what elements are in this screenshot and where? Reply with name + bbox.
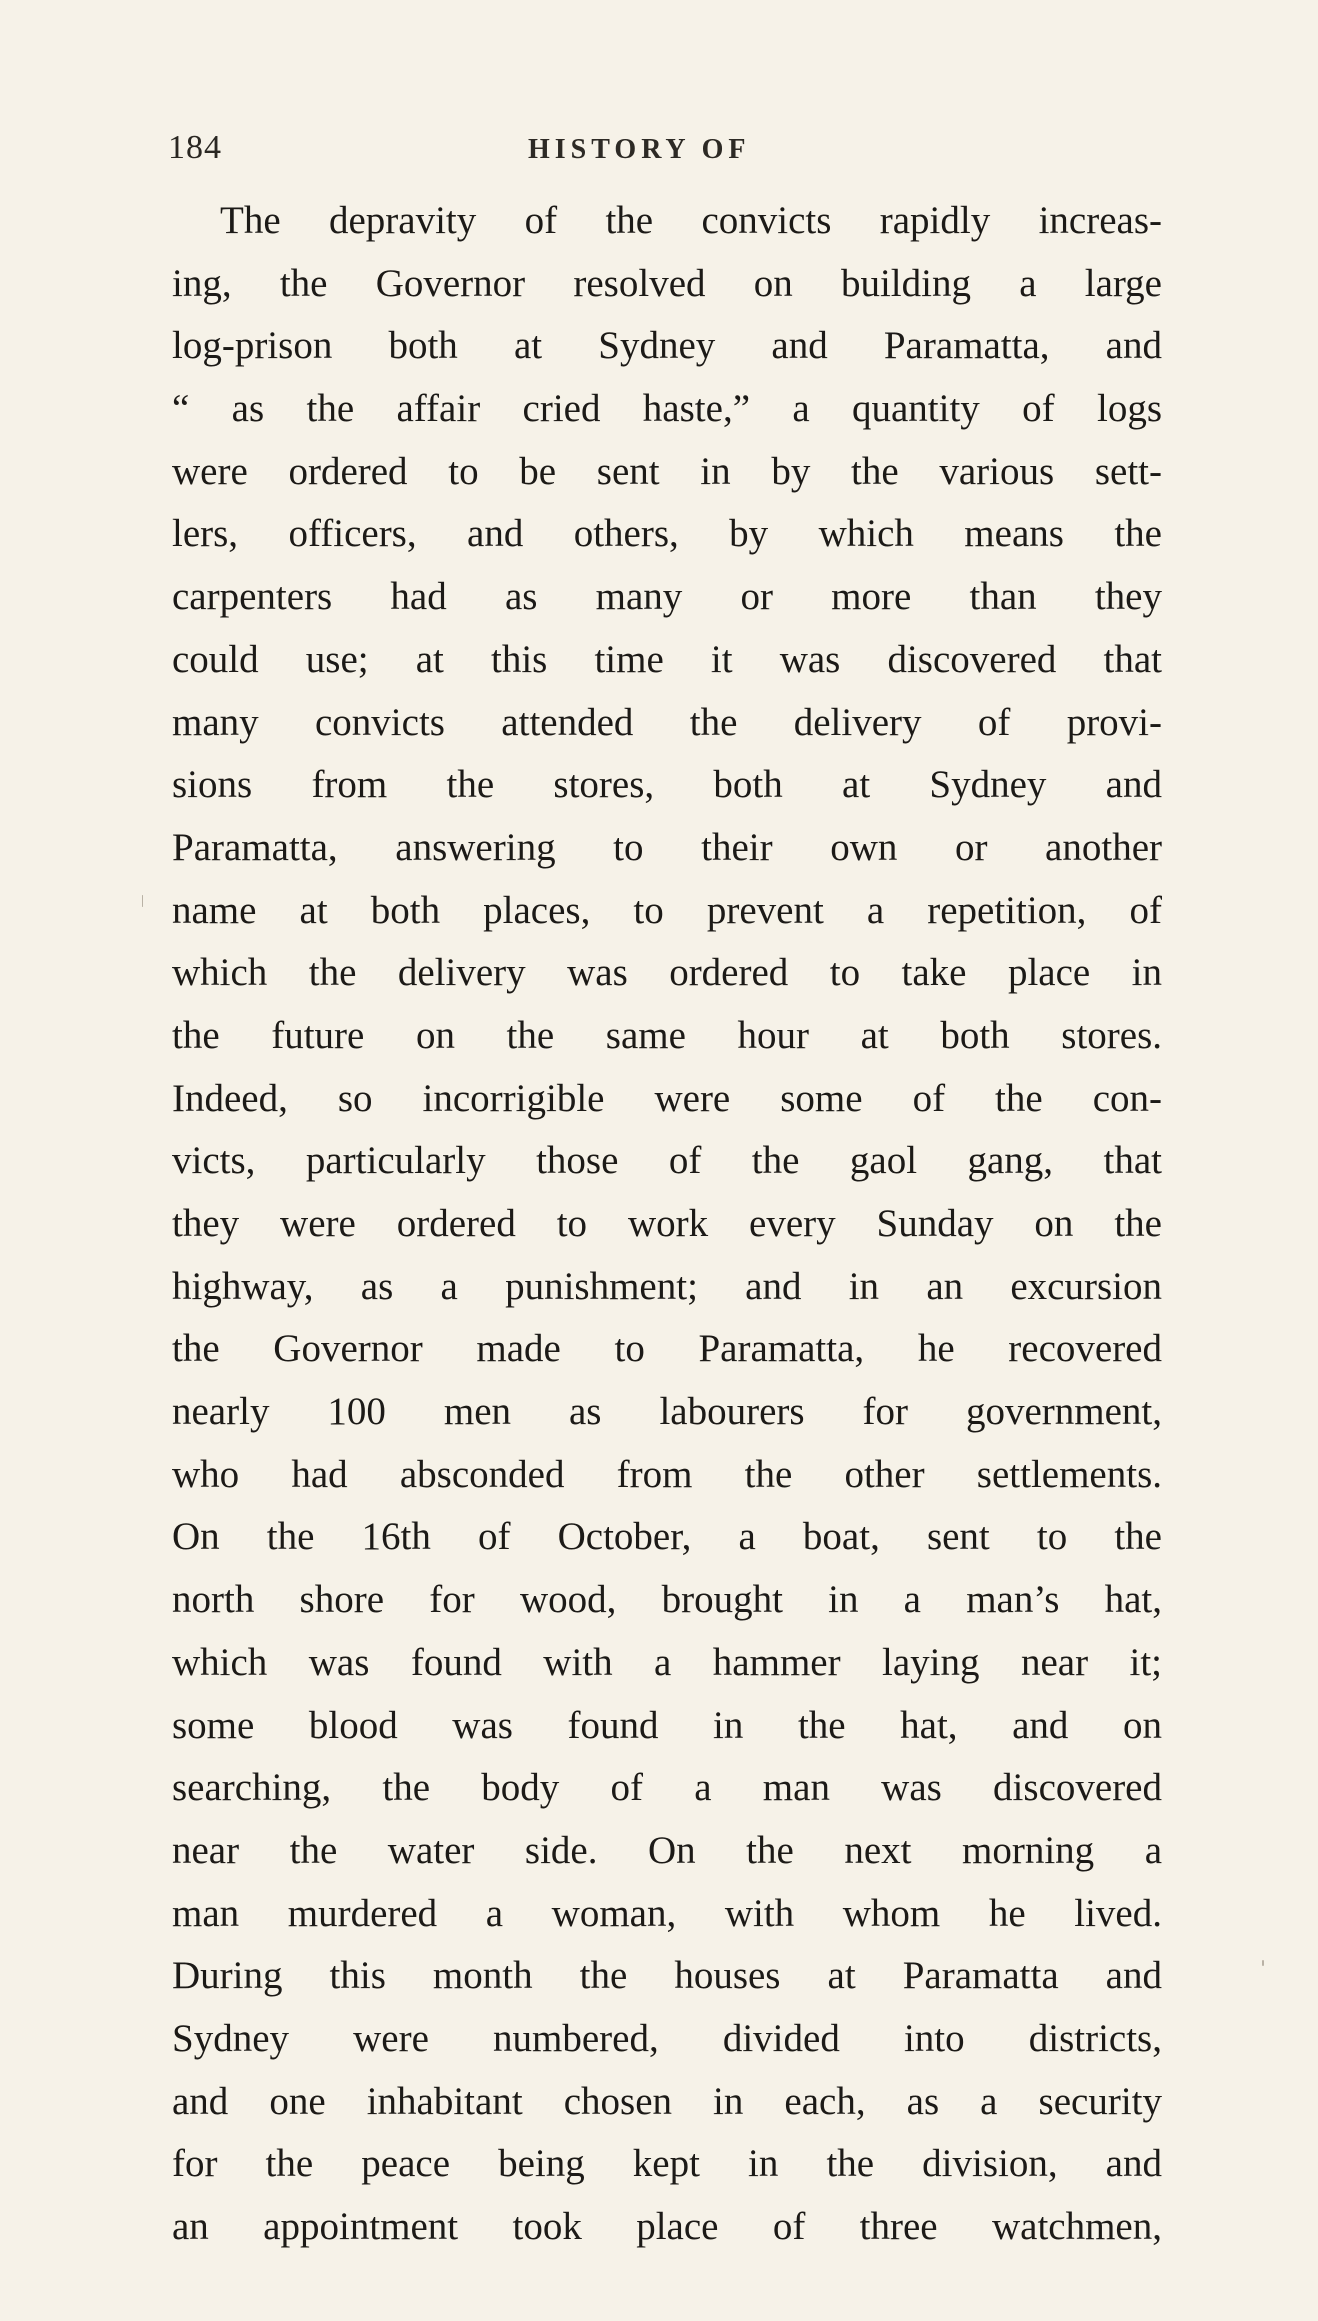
text-line: man murdered a woman, with whom he lived. xyxy=(172,1891,1162,1935)
text-line: nearly 100 men as labourers for government, xyxy=(172,1390,1162,1434)
text-line: many convicts attended the delivery of provi- xyxy=(172,700,1162,744)
text-line: On the 16th of October, a boat, sent to the xyxy=(172,1515,1162,1559)
text-line: which the delivery was ordered to take place in xyxy=(172,951,1162,995)
text-line: near the water side. On the next morning a xyxy=(172,1828,1162,1872)
text-line: which was found with a hammer laying near it; xyxy=(172,1640,1162,1684)
text-line: north shore for wood, brought in a man’s hat, xyxy=(172,1578,1162,1622)
text-line: Paramatta, answering to their own or another xyxy=(172,825,1162,869)
text-line: who had absconded from the other settlements. xyxy=(172,1452,1162,1496)
text-line: The depravity of the convicts rapidly increas- xyxy=(220,199,1162,242)
text-line: and one inhabitant chosen in each, as a security xyxy=(172,2079,1162,2123)
text-line: victs, particularly those of the gaol gang, that xyxy=(172,1139,1162,1183)
text-line: Indeed, so incorrigible were some of the con- xyxy=(172,1076,1162,1120)
text-line: an appointment took place of three watchmen, xyxy=(172,2205,1162,2248)
text-line: for the peace being kept in the division, and xyxy=(172,2142,1162,2186)
text-line: were ordered to be sent in by the various sett- xyxy=(172,449,1162,493)
text-line: Sydney were numbered, divided into districts, xyxy=(172,2016,1162,2060)
text-line: sions from the stores, both at Sydney and xyxy=(172,763,1162,807)
text-line: highway, as a punishment; and in an excursion xyxy=(172,1264,1162,1308)
text-line: the Governor made to Paramatta, he recovered xyxy=(172,1327,1162,1371)
text-line: During this month the houses at Paramatta and xyxy=(172,1954,1162,1998)
text-line: lers, officers, and others, by which means the xyxy=(172,512,1162,556)
paper-speck xyxy=(142,895,143,907)
text-line: “ as the affair cried haste,” a quantity of logs xyxy=(172,387,1162,431)
page-number: 184 xyxy=(168,129,222,166)
paper-speck xyxy=(1262,1960,1264,1966)
text-line: log-prison both at Sydney and Paramatta, and xyxy=(172,324,1162,368)
text-line: ing, the Governor resolved on building a large xyxy=(172,261,1162,305)
text-line: some blood was found in the hat, and on xyxy=(172,1703,1162,1747)
text-line: name at both places, to prevent a repetition, of xyxy=(172,888,1162,932)
text-line: searching, the body of a man was discovered xyxy=(172,1766,1162,1810)
running-head xyxy=(168,128,1168,168)
running-title: HISTORY OF xyxy=(528,134,751,165)
body-text xyxy=(172,190,1162,2259)
text-line: carpenters had as many or more than they xyxy=(172,575,1162,619)
text-line: could use; at this time it was discovered that xyxy=(172,637,1162,681)
text-line: the future on the same hour at both stores. xyxy=(172,1013,1162,1057)
text-line: they were ordered to work every Sunday on the xyxy=(172,1202,1162,1245)
